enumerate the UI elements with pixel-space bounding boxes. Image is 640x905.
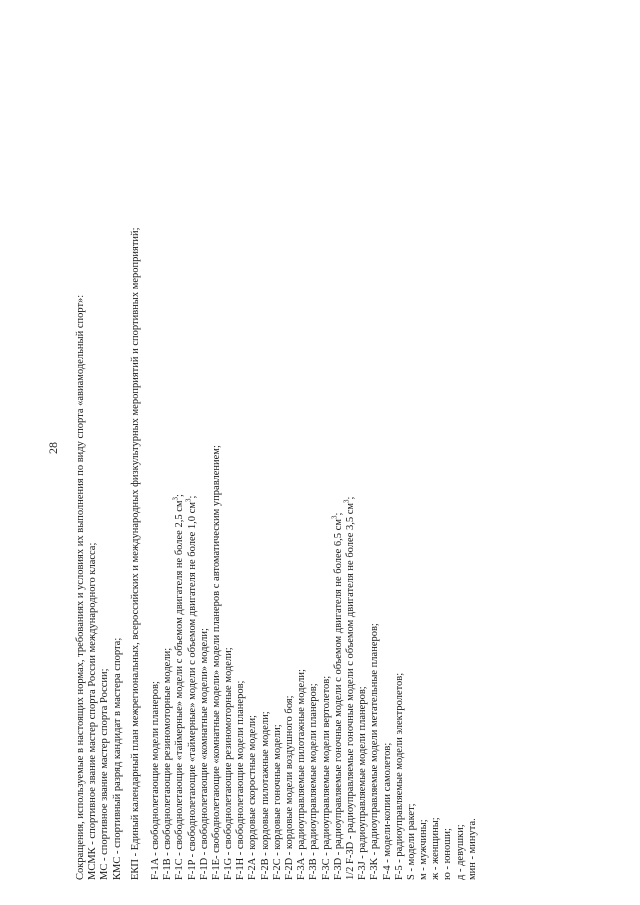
class-text: F-3K - радиоуправляемые модели метательные планеров;: [369, 623, 381, 880]
class-text: 1/2 F-3D - радиоуправляемые гоночные модели с объемом двигателя не более 3,5 см: [344, 502, 356, 880]
class-line: [260, 80, 272, 880]
class-line: [171, 80, 186, 880]
class-text: F-1C - свободнолетающие «таймерные» модели с объемом двигателя не более 2,5 см: [174, 500, 186, 880]
ekp-line: ЕКП - Единый календарный план межрегиональных, всероссийских и международных физкультурных мероприятий и спортивных мероприятий;: [129, 227, 141, 880]
class-line: [455, 80, 467, 880]
class-line: [162, 80, 174, 880]
class-text: мин - минута.: [466, 818, 478, 880]
class-line: [199, 80, 211, 880]
class-line: [308, 80, 320, 880]
class-text: F-1D - свободнолетающие «комнатные модели» модели;: [198, 628, 210, 880]
class-line: [296, 80, 308, 880]
class-text: м - мужчины;: [418, 819, 430, 880]
class-text: S - модели ракет;: [405, 803, 417, 880]
class-text: F-3C - радиоуправляемые модели вертолетов;: [320, 675, 332, 880]
class-line: [184, 80, 199, 880]
class-line: [357, 80, 369, 880]
page-number: 28: [46, 442, 60, 454]
class-line: [342, 80, 357, 880]
class-line: [382, 80, 394, 880]
class-text: F-1G - свободнолетающие резиномоторные модели;: [223, 647, 235, 880]
class-line: [418, 80, 430, 880]
class-line: [369, 80, 381, 880]
class-text: F-1H - свободнолетающие модели планеров;: [235, 680, 247, 880]
class-text: F-3A - радиоуправляемые пилотажные модели;: [296, 669, 308, 880]
class-tail: ;: [332, 512, 344, 516]
class-line: [223, 80, 235, 880]
class-line: [394, 80, 406, 880]
class-text: F-2C - кордовые гоночные модели;: [271, 724, 283, 880]
class-tail: ;: [174, 494, 186, 497]
class-line: [211, 80, 223, 880]
class-line: [150, 80, 162, 880]
class-text: F-2A - кордовые скоростные модели;: [247, 715, 259, 880]
class-text: F-3B - радиоуправляемые модели планеров;: [308, 683, 320, 880]
class-text: F-2B - кордовые пилотажные модели;: [259, 711, 271, 880]
class-line: [442, 80, 454, 880]
class-line: [235, 80, 247, 880]
class-tail: ;: [344, 496, 356, 500]
class-text: F-3D - радиоуправляемые гоночные модели с объемом двигателя не более 6,5 см: [332, 519, 344, 880]
class-text: F-1P - свободнолетающие «таймерные» модели с объемом двигателя не более 1,0 см: [186, 502, 198, 880]
class-line: [321, 80, 333, 880]
class-line: [284, 80, 296, 880]
title-line-kms: КМС - спортивный разряд кандидат в мастера спорта;: [111, 637, 123, 880]
class-text: ж - женщины;: [430, 817, 442, 880]
title-line-msmk: МСМК - спортивное звание мастер спорта России международного класса;: [87, 542, 99, 880]
cubic-superscript: 3: [184, 498, 192, 503]
class-line: [467, 80, 479, 880]
class-text: F-3J - радиоуправляемые модели планеров;: [357, 686, 369, 880]
class-tail: ;: [186, 495, 198, 499]
class-text: F-1A - свободнолетающие модели планеров;: [149, 681, 161, 880]
class-text: F-2D - кордовые модели воздушного боя;: [284, 695, 295, 880]
class-line: [272, 80, 284, 880]
model-class-list: [150, 80, 479, 880]
class-line: [430, 80, 442, 880]
class-line: [406, 80, 418, 880]
cubic-superscript: 3: [342, 499, 351, 503]
class-text: F-1B - свободнолетающие резиномоторные модели;: [162, 647, 174, 880]
class-text: F-1E- свободнолетающие «комнатные модели» модели планеров с автоматическим управлением;: [210, 445, 222, 880]
intro-text: Сокращения, используемые в настоящих нормах, требованиях и условиях их выполнения по виду спорта «авиамодельный спорт»:: [75, 294, 86, 880]
cubic-superscript: 3: [330, 515, 339, 519]
class-text: F-5 - радиоуправляемые модели электролетов;: [393, 672, 405, 880]
cubic-superscript: 3: [171, 496, 180, 501]
class-text: F-4 - модели-копии самолетов;: [381, 742, 393, 880]
title-line-ms: МС - спортивное звание мастер спорта России;: [99, 668, 111, 880]
class-text: ю - юноши;: [442, 828, 454, 880]
class-line: [330, 80, 345, 880]
abbreviations-block: [75, 80, 479, 880]
class-line: [247, 80, 259, 880]
class-text: д - девушки;: [454, 824, 466, 880]
